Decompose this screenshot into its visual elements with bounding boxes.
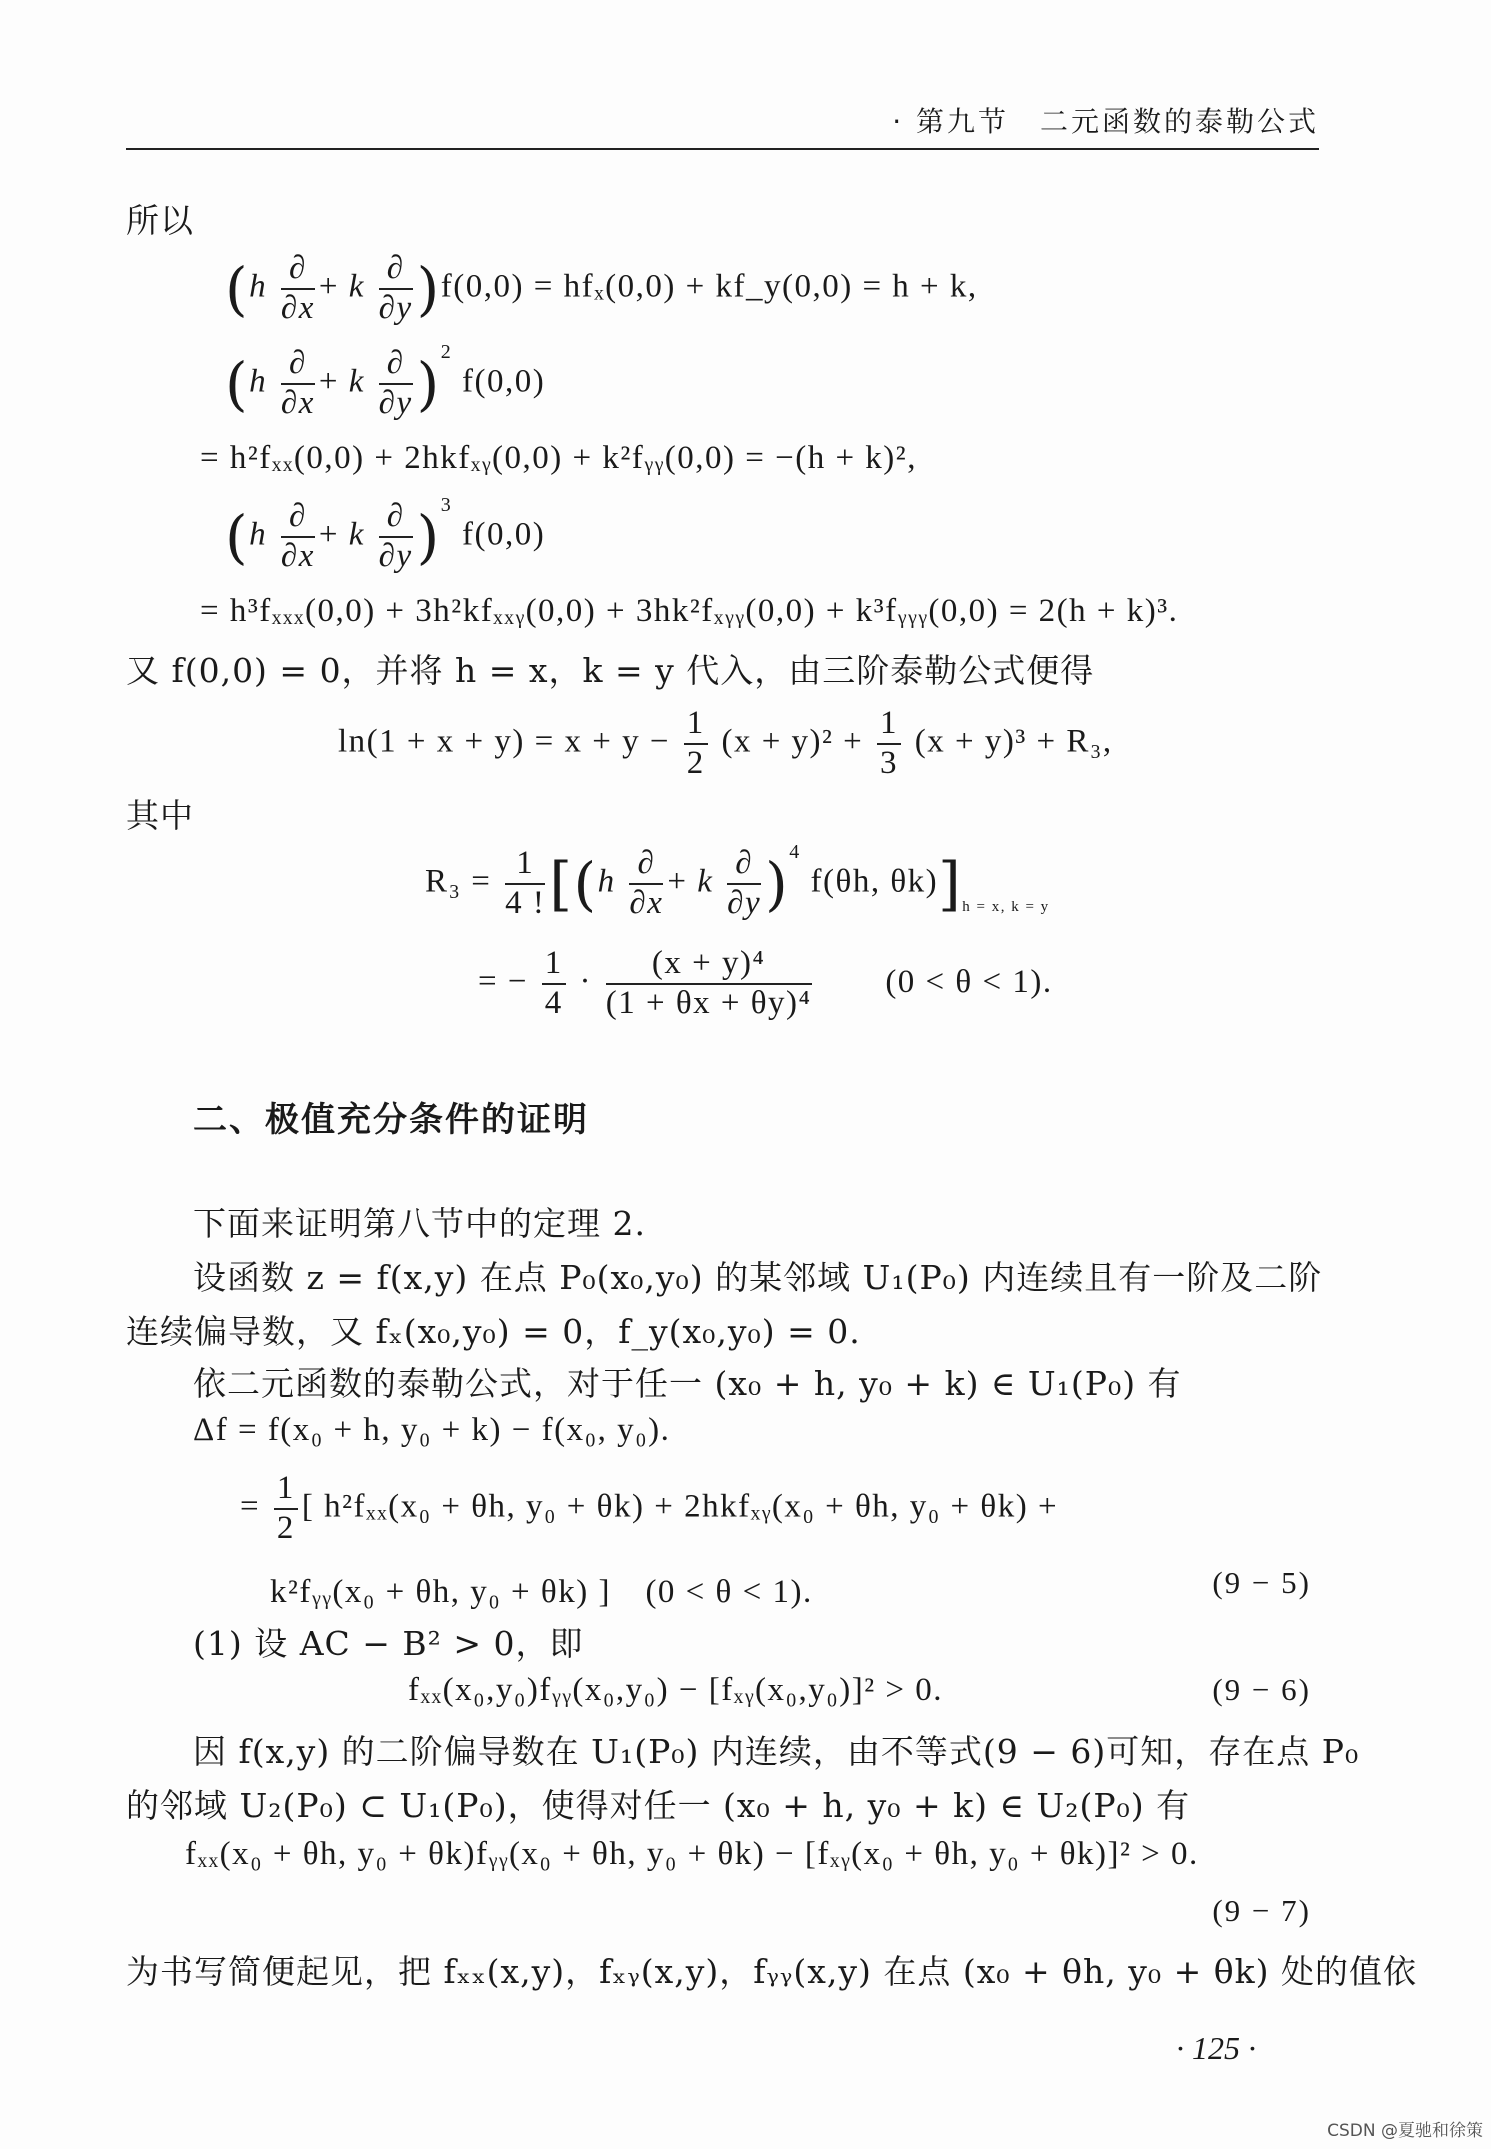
r3-den: (1 + θx + θy)⁴ bbox=[605, 984, 812, 1021]
para-3: 依二元函数的泰勒公式，对于任一 (x₀ + h, y₀ + k) ∈ U₁(P₀) 有 bbox=[193, 1364, 1182, 1403]
r3-sub: h = x, k = y bbox=[962, 899, 1050, 916]
equation-ineq7: fₓₓ(x₀ + θh, y₀ + θk)fᵧᵧ(x₀ + θh, y₀ + θk) − [fₓᵧ(x₀ + θh, y₀ + θk)]² > 0. bbox=[185, 1836, 1199, 1872]
text-suoyi: 所以 bbox=[126, 201, 194, 240]
header-rule bbox=[126, 148, 1319, 150]
eq3-line: = h³fₓₓₓ(0,0) + 3h²kfₓₓᵧ(0,0) + 3hk²fₓᵧᵧ(0,0) + k³fᵧᵧᵧ(0,0) = 2(h + k)³. bbox=[200, 593, 1179, 629]
eq2-line: = h²fₓₓ(0,0) + 2hkfₓᵧ(0,0) + k²fᵧᵧ(0,0) = −(h + k)², bbox=[200, 440, 917, 476]
watermark: CSDN @夏驰和徐策 bbox=[1327, 2121, 1483, 2141]
r3-line2-lhs: = − bbox=[478, 963, 528, 1000]
text-qizhong: 其中 bbox=[126, 796, 194, 835]
equation-operator-1: (h $\frac{\partial}{\partial x}$ + k $\frac{\partial}{\partial y}$ )f(0,0) = hfₓ(0,0) + kf_y(0,0) = h + k, bbox=[225, 250, 978, 326]
equation-delta: Δf = f(x₀ + h, y₀ + k) − f(x₀, y₀). bbox=[193, 1412, 671, 1448]
ln-lhs: ln(1 + x + y) = x + y − bbox=[338, 723, 670, 760]
page-number: · 125 · bbox=[1176, 2030, 1256, 2066]
d2-text: [ h²fₓₓ(x₀ + θh, y₀ + θk) + 2hkfₓᵧ(x₀ + θh, y₀ + θk) + bbox=[301, 1488, 1059, 1525]
eq-number-9-6: (9 − 6) bbox=[1212, 1672, 1311, 1707]
equation-d2: = $\frac{1}{2}$ [ h²fₓₓ(x₀ + θh, y₀ + θk) + 2hkfₓᵧ(x₀ + θh, y₀ + θk) + bbox=[240, 1470, 1059, 1546]
r3-f: f(θh, θk) bbox=[810, 863, 939, 900]
equation-ineq6: fₓₓ(x₀,y₀)fᵧᵧ(x₀,y₀) − [fₓᵧ(x₀,y₀)]² > 0. bbox=[408, 1672, 943, 1708]
equation-r3-line2: = − $\frac{1}{4}$ · $\frac{\text{(x + y)⁴}}{\text{(1 + θx + θy)⁴}}$ (0 < θ < 1). bbox=[478, 945, 1053, 1021]
equation-operator-2: (h $\frac{\partial}{\partial x}$ + k $\frac{\partial}{\partial y}$ )$^2$ f(0,0) bbox=[225, 340, 546, 421]
eq-number-9-5: (9 − 5) bbox=[1212, 1565, 1311, 1600]
para-5a: 因 f(x,y) 的二阶偏导数在 U₁(P₀) 内连续，由不等式(9 − 6)可知，存在点 P₀ bbox=[193, 1732, 1360, 1771]
para-6: 为书写简便起见，把 fₓₓ(x,y)，fₓᵧ(x,y)，fᵧᵧ(x,y) 在点 (x₀ + θh, y₀ + θk) 处的值依 bbox=[126, 1952, 1417, 1991]
r3-lhs: R₃ = bbox=[425, 863, 492, 900]
para-5b: 的邻域 U₂(P₀) ⊂ U₁(P₀)，使得对任一 (x₀ + h, y₀ + k) ∈ U₂(P₀) 有 bbox=[126, 1786, 1191, 1825]
running-header: · 第九节 二元函数的泰勒公式 bbox=[892, 105, 1319, 138]
para-2b: 连续偏导数，又 fₓ(x₀,y₀) = 0，f_y(x₀,y₀) = 0. bbox=[126, 1312, 861, 1351]
equation-ln: ln(1 + x + y) = x + y − $\frac{1}{2}$ (x + y)² + $\frac{1}{3}$ (x + y)³ + R₃, bbox=[338, 705, 1113, 781]
equation-r3: R₃ = $\frac{1}{4 !}$ [(h $\frac{\partial}{\partial x}$ + k $\frac{\partial}{\partial y}$ )$^4$ f(θh, $\theta k)]_{h = x, k = y}$ bbox=[425, 840, 1050, 921]
para-4: (1) 设 AC − B² > 0，即 bbox=[193, 1624, 584, 1663]
r3-cond: (0 < θ < 1). bbox=[885, 963, 1053, 1000]
para-2a: 设函数 z = f(x,y) 在点 P₀(x₀,y₀) 的某邻域 U₁(P₀) 内连续且有一阶及二阶 bbox=[193, 1258, 1323, 1297]
eq1-rhs: f(0,0) = hfₓ(0,0) + kf_y(0,0) = h + k, bbox=[440, 268, 978, 305]
equation-d3: k²fᵧᵧ(x₀ + θh, y₀ + θk) ] (0 < θ < 1). bbox=[270, 1574, 813, 1610]
equation-operator-3: (h $\frac{\partial}{\partial x}$ + k $\frac{\partial}{\partial y}$ )$^3$ f(0,0) bbox=[225, 493, 546, 574]
eq-number-9-7: (9 − 7) bbox=[1212, 1893, 1311, 1928]
eq3-rhs: f(0,0) bbox=[462, 516, 546, 553]
ln-mid: (x + y)² + bbox=[721, 723, 864, 760]
para-1: 下面来证明第八节中的定理 2. bbox=[193, 1204, 646, 1243]
ln-end: (x + y)³ + R₃, bbox=[914, 723, 1113, 760]
section-title: 二、极值充分条件的证明 bbox=[193, 1100, 589, 1140]
eq2-rhs: f(0,0) bbox=[462, 363, 546, 400]
r3-num: (x + y)⁴ bbox=[606, 945, 812, 985]
text-you: 又 f(0,0) = 0，并将 h = x，k = y 代入，由三阶泰勒公式便得 bbox=[126, 651, 1095, 690]
